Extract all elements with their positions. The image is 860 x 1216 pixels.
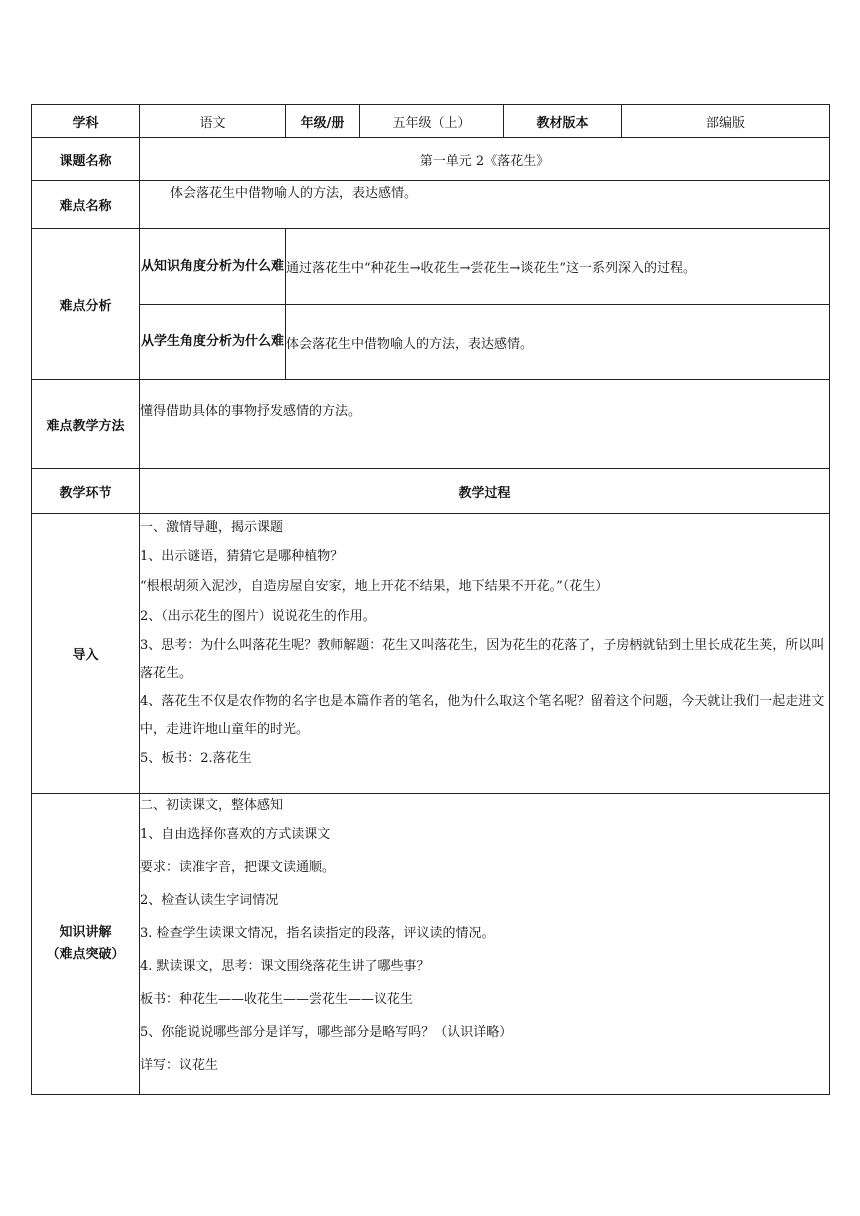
knowledge-line: 要求：读准字音，把课文读通顺。 — [140, 860, 336, 875]
difficulty-label: 难点名称 — [32, 181, 140, 229]
knowledge-row — [32, 794, 830, 1095]
knowledge-label-line1: 知识讲解 — [59, 925, 112, 940]
knowledge-line: 3. 检查学生读课文情况，指名读指定的段落，评议读的情况。 — [140, 926, 495, 941]
knowledge-line: 板书：种花生——收花生——尝花生——议花生 — [140, 992, 414, 1007]
knowledge-line: 1、自由选择你喜欢的方式读课文 — [140, 827, 331, 842]
knowledge-line: 2、检查认读生字词情况 — [140, 893, 279, 908]
analysis-label: 难点分析 — [32, 229, 140, 380]
difficulty-row — [32, 181, 830, 229]
intro-line: 5、板书：2.落花生 — [140, 751, 252, 766]
intro-line: 一、激情导趣，揭示课题 — [140, 520, 284, 535]
method-label: 难点教学方法 — [32, 380, 140, 469]
method-row — [32, 380, 830, 469]
analysis-row-student — [32, 305, 830, 380]
process-content-header: 教学过程 — [140, 469, 830, 514]
intro-row — [32, 514, 830, 794]
intro-line: 2、（出示花生的图片）说说花生的作用。 — [140, 609, 376, 624]
knowledge-angle-value: 通过落花生中“种花生→收花生→尝花生→谈花生”这一系列深入的过程。 — [286, 229, 830, 305]
topic-label: 课题名称 — [32, 138, 140, 181]
intro-label: 导入 — [32, 514, 140, 794]
header-row — [32, 105, 830, 138]
subject-label: 学科 — [32, 105, 140, 138]
topic-value: 第一单元 2《落花生》 — [140, 138, 830, 181]
knowledge-line: 4. 默读课文，思考：课文围绕落花生讲了哪些事？ — [140, 959, 430, 974]
knowledge-line: 详写：议花生 — [140, 1058, 219, 1073]
intro-line: 4、落花生不仅是农作物的名字也是本篇作者的笔名，他为什么取这个笔名呢？留着这个问题，今天就让我们一起走进文中，走进许地山童年的时光。 — [140, 694, 825, 737]
knowledge-angle-label: 从知识角度分析为什么难 — [140, 229, 286, 305]
grade-label: 年级/册 — [286, 105, 360, 138]
intro-line: “根根胡须入泥沙，自造房屋自安家，地上开花不结果，地下结果不开花。”（花生） — [140, 579, 609, 594]
process-stage-header: 教学环节 — [32, 469, 140, 514]
intro-line: 3、思考：为什么叫落花生呢？教师解题：花生又叫落花生，因为花生的花落了，子房柄就钻到土里长成花生荚，所以叫落花生。 — [140, 638, 825, 681]
grade-value: 五年级（上） — [360, 105, 504, 138]
edition-value: 部编版 — [622, 105, 830, 138]
knowledge-label-line2: （难点突破） — [46, 947, 125, 962]
student-angle-value: 体会落花生中借物喻人的方法，表达感情。 — [286, 305, 830, 380]
student-angle-label: 从学生角度分析为什么难 — [140, 305, 286, 380]
knowledge-line: 二、初读课文，整体感知 — [140, 798, 284, 813]
lesson-plan-table — [31, 104, 830, 1095]
topic-row — [32, 138, 830, 181]
intro-line: 1、出示谜语，猜猜它是哪种植物？ — [140, 549, 344, 564]
analysis-row-knowledge — [32, 229, 830, 305]
difficulty-value: 体会落花生中借物喻人的方法，表达感情。 — [170, 186, 418, 201]
knowledge-content — [140, 794, 830, 1095]
intro-content — [140, 514, 830, 794]
knowledge-line: 5、你能说说哪些部分是详写，哪些部分是略写吗？（认识详略） — [140, 1025, 513, 1040]
subject-value: 语文 — [140, 105, 286, 138]
edition-label: 教材版本 — [504, 105, 622, 138]
process-header-row — [32, 469, 830, 514]
method-value: 懂得借助具体的事物抒发感情的方法。 — [140, 404, 362, 419]
